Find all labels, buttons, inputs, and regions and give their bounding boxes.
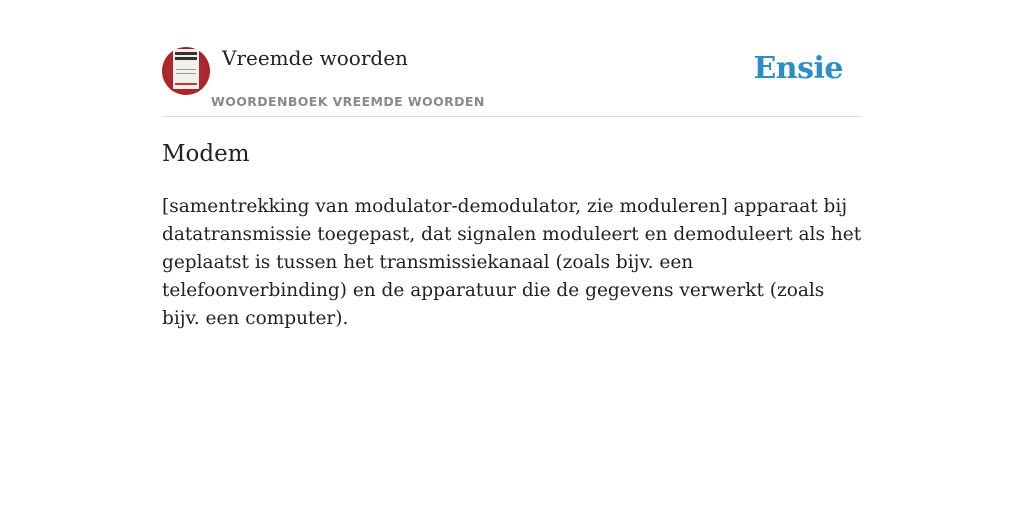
ensie-logo-link[interactable]: Ensie bbox=[753, 51, 843, 86]
entry-definition: [samentrekking van modulator-demodulator, zie moduleren] apparaat bij datatransmissie toegepast, dat signalen moduleert en demoduleert als het geplaatst is tussen het transmissiekanaal (zoals bijv. een telefoonverbinding) en de apparatuur die de gegevens verwerkt (zoals bijv. een computer). bbox=[162, 196, 862, 329]
page-header bbox=[162, 0, 862, 117]
book-cover-icon bbox=[173, 49, 199, 89]
site-title-link[interactable]: Vreemde woorden bbox=[222, 46, 408, 70]
entry-title: Modem bbox=[162, 141, 250, 167]
content-container bbox=[162, 0, 862, 329]
dictionary-subtitle: WOORDENBOEK VREEMDE WOORDEN bbox=[211, 94, 485, 109]
dictionary-cover-avatar[interactable] bbox=[162, 47, 210, 95]
